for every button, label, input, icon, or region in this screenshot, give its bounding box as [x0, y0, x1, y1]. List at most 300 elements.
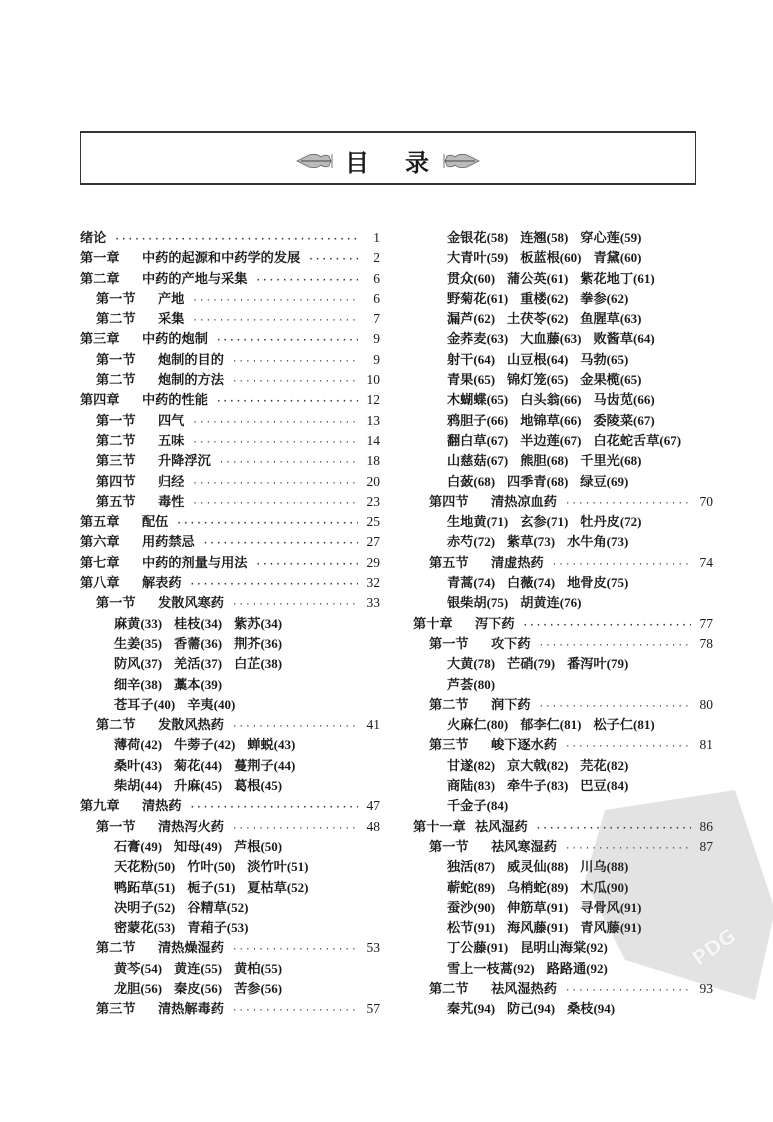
toc-herb-line — [413, 370, 713, 390]
toc-herb-entry[interactable] — [507, 312, 568, 327]
herb-page: (73) — [606, 534, 629, 550]
herb-name: 玄参 — [520, 515, 547, 531]
toc-section-entry[interactable] — [80, 715, 380, 735]
toc-chapter-entry[interactable] — [80, 553, 380, 573]
toc-herb-entry[interactable] — [447, 962, 535, 977]
dot-leader — [232, 819, 358, 839]
herb-page: (67) — [486, 453, 509, 469]
toc-herb-entry[interactable] — [447, 535, 495, 550]
herb-page: (63) — [619, 311, 642, 327]
toc-herb-entry[interactable] — [114, 982, 162, 997]
toc-herb-entry[interactable] — [507, 1002, 555, 1017]
herb-page: (65) — [473, 372, 496, 388]
toc-chapter-entry[interactable] — [80, 796, 380, 816]
toc-herb-entry[interactable] — [447, 251, 508, 266]
herb-page: (71) — [486, 514, 509, 530]
toc-herb-entry[interactable] — [580, 860, 628, 875]
toc-herb-entry[interactable] — [507, 657, 555, 672]
page-number: 18 — [366, 453, 380, 469]
toc-herb-entry[interactable] — [507, 759, 568, 774]
toc-herb-entry[interactable] — [114, 881, 175, 896]
toc-section-entry[interactable] — [413, 979, 713, 999]
toc-herb-entry[interactable] — [234, 617, 282, 632]
herb-page: (45) — [200, 778, 223, 794]
toc-section-entry[interactable] — [80, 817, 380, 837]
toc-herb-entry[interactable] — [447, 779, 495, 794]
section-number: 第一节 — [96, 413, 136, 429]
toc-herb-entry[interactable] — [547, 962, 608, 977]
toc-section-entry[interactable] — [413, 634, 713, 654]
toc-herb-entry[interactable] — [447, 941, 508, 956]
toc-herb-entry[interactable] — [447, 799, 508, 814]
toc-herb-entry[interactable] — [174, 637, 222, 652]
toc-section-entry[interactable] — [413, 837, 713, 857]
herb-page: (90) — [473, 899, 496, 915]
toc-chapter-entry[interactable] — [80, 329, 380, 349]
toc-herb-entry[interactable] — [447, 353, 495, 368]
toc-herb-entry[interactable] — [520, 718, 581, 733]
toc-herb-entry[interactable] — [114, 921, 175, 936]
toc-herb-entry[interactable] — [114, 759, 162, 774]
dot-leader — [536, 819, 691, 839]
herb-name: 火麻仁 — [447, 718, 487, 734]
herb-name: 松子仁 — [593, 718, 634, 734]
chapter-title: 中药的起源和中药学的发展 — [142, 251, 301, 267]
toc-herb-entry[interactable] — [447, 393, 508, 408]
page-number: 57 — [366, 1001, 380, 1017]
chapter-title: 解表药 — [142, 576, 182, 592]
toc-herb-entry[interactable] — [593, 434, 681, 449]
herb-name: 龙胆 — [114, 981, 141, 997]
toc-section-entry[interactable] — [80, 431, 380, 451]
toc-section-entry[interactable] — [80, 309, 380, 329]
toc-herb-entry[interactable] — [114, 657, 162, 672]
herb-page: (63) — [559, 331, 582, 347]
toc-herb-line — [80, 675, 380, 695]
toc-section-entry[interactable] — [413, 492, 713, 512]
dot-leader — [176, 514, 358, 534]
chapter-number: 第十章 — [413, 616, 453, 632]
toc-section-entry[interactable] — [80, 350, 380, 370]
herb-page: (92) — [512, 960, 535, 976]
toc-herb-entry[interactable] — [174, 779, 222, 794]
toc-herb-entry[interactable] — [174, 678, 222, 693]
herb-page: (80) — [473, 676, 496, 692]
toc-herb-entry[interactable] — [447, 434, 508, 449]
toc-herb-entry[interactable] — [447, 678, 495, 693]
toc-herb-entry[interactable] — [447, 454, 508, 469]
page-number: 7 — [373, 311, 380, 327]
toc-herb-entry[interactable] — [580, 353, 628, 368]
toc-herb-entry[interactable] — [447, 312, 495, 327]
herb-page: (61) — [546, 270, 569, 286]
toc-herb-line — [80, 878, 380, 898]
toc-herb-entry[interactable] — [234, 759, 295, 774]
toc-section-entry[interactable] — [80, 999, 380, 1019]
herb-page: (44) — [140, 778, 163, 794]
herb-name: 知母 — [174, 839, 201, 855]
toc-chapter-entry[interactable] — [413, 614, 713, 634]
toc-herb-line — [413, 472, 713, 492]
toc-section-entry[interactable] — [413, 553, 713, 573]
toc-section-entry[interactable] — [80, 289, 380, 309]
toc-section-entry[interactable] — [80, 593, 380, 613]
toc-herb-entry[interactable] — [520, 454, 568, 469]
chapter-number: 第十一章 — [413, 819, 466, 835]
herb-name: 土茯苓 — [507, 312, 547, 328]
toc-herb-entry[interactable] — [507, 576, 555, 591]
toc-herb-entry[interactable] — [520, 414, 581, 429]
page-number: 81 — [699, 737, 713, 753]
toc-herb-entry[interactable] — [234, 982, 282, 997]
toc-herb-entry[interactable] — [114, 637, 162, 652]
herb-page: (62) — [473, 311, 496, 327]
section-number: 第二节 — [96, 941, 136, 957]
herb-name: 威灵仙 — [507, 860, 547, 876]
toc-herb-entry[interactable] — [247, 860, 308, 875]
herb-page: (56) — [200, 980, 223, 996]
toc-herb-entry[interactable] — [174, 962, 222, 977]
toc-herb-entry[interactable] — [520, 941, 608, 956]
herb-name: 水牛角 — [567, 535, 607, 551]
section-title: 毒性 — [158, 494, 185, 510]
toc-herb-entry[interactable] — [234, 637, 282, 652]
toc-herb-entry[interactable] — [507, 353, 568, 368]
toc-herb-entry[interactable] — [114, 901, 175, 916]
toc-herb-entry[interactable] — [580, 475, 628, 490]
toc-herb-entry[interactable] — [447, 657, 495, 672]
toc-herb-entry[interactable] — [520, 434, 581, 449]
toc-section-entry[interactable] — [80, 938, 380, 958]
toc-chapter-entry[interactable] — [80, 269, 380, 289]
dot-leader — [203, 534, 358, 554]
toc-herb-entry[interactable] — [507, 860, 568, 875]
herb-name: 连翘 — [520, 231, 547, 246]
toc-chapter-entry[interactable] — [80, 532, 380, 552]
section-title: 升降浮沉 — [158, 454, 211, 470]
toc-herb-entry[interactable] — [520, 292, 568, 307]
herb-name: 麻黄 — [114, 616, 141, 632]
herb-page: (90) — [606, 879, 629, 895]
toc-herb-entry[interactable] — [247, 881, 308, 896]
toc-herb-entry[interactable] — [520, 231, 568, 246]
toc-herb-entry[interactable] — [447, 231, 508, 246]
herb-name: 山豆根 — [507, 352, 547, 368]
herb-page: (62) — [546, 290, 569, 306]
toc-herb-entry[interactable] — [174, 982, 222, 997]
toc-herb-entry[interactable] — [447, 718, 508, 733]
chapter-number: 第八章 — [80, 576, 120, 592]
toc-herb-entry[interactable] — [580, 759, 628, 774]
herb-name: 天花粉 — [114, 860, 154, 876]
toc-herb-entry[interactable] — [520, 332, 581, 347]
herb-name: 石膏 — [114, 839, 141, 855]
section-title: 祛风寒湿药 — [491, 839, 557, 855]
toc-herb-entry[interactable] — [507, 535, 555, 550]
herb-page: (38) — [260, 656, 283, 672]
toc-herb-line — [413, 532, 713, 552]
herb-name: 鱼腥草 — [580, 312, 620, 328]
toc-herb-entry[interactable] — [447, 860, 495, 875]
section-number: 第一节 — [96, 819, 136, 835]
toc-herb-line — [413, 431, 713, 451]
herb-name: 夏枯草 — [247, 880, 287, 896]
toc-herb-entry[interactable] — [114, 860, 175, 875]
herb-page: (89) — [473, 879, 496, 895]
toc-section-entry[interactable] — [80, 472, 380, 492]
toc-herb-entry[interactable] — [520, 515, 568, 530]
herb-name: 青风藤 — [580, 921, 620, 937]
toc-herb-entry[interactable] — [580, 901, 641, 916]
toc-herb-entry[interactable] — [507, 272, 568, 287]
toc-section-entry[interactable] — [80, 370, 380, 390]
herb-name: 半边莲 — [520, 433, 560, 449]
toc-herb-entry[interactable] — [593, 718, 654, 733]
herb-page: (50) — [260, 838, 283, 854]
herb-page: (75) — [606, 575, 629, 591]
herb-page: (92) — [586, 940, 608, 956]
toc-herb-entry[interactable] — [447, 901, 495, 916]
dot-leader — [192, 291, 358, 311]
toc-herb-line — [80, 654, 380, 674]
herb-name: 密蒙花 — [114, 921, 154, 937]
dot-leader — [256, 271, 359, 291]
page-number: 23 — [366, 493, 380, 509]
toc-herb-entry[interactable] — [580, 231, 641, 246]
dot-leader — [539, 697, 691, 717]
toc-herb-line — [413, 796, 713, 816]
toc-herb-entry[interactable] — [580, 779, 628, 794]
herb-page: (33) — [140, 615, 163, 631]
toc-herb-entry[interactable] — [580, 373, 641, 388]
section-number: 第二节 — [429, 697, 469, 713]
section-number: 第五节 — [429, 555, 469, 571]
toc-herb-entry[interactable] — [507, 373, 568, 388]
toc-chapter-entry[interactable] — [80, 248, 380, 268]
toc-herb-entry[interactable] — [447, 414, 508, 429]
toc-herb-entry[interactable] — [580, 292, 628, 307]
page-number: 10 — [366, 372, 380, 388]
toc-chapter-entry[interactable] — [80, 228, 380, 248]
herb-name: 黄芩 — [114, 961, 141, 977]
herb-page: (66) — [559, 412, 582, 428]
toc-herb-entry[interactable] — [247, 738, 295, 753]
toc-herb-entry[interactable] — [234, 840, 282, 855]
toc-herb-entry[interactable] — [114, 962, 162, 977]
toc-herb-entry[interactable] — [234, 779, 282, 794]
herb-page: (66) — [486, 412, 509, 428]
herb-page: (54) — [140, 960, 163, 976]
herb-name: 地锦草 — [520, 413, 560, 429]
toc-herb-entry[interactable] — [187, 901, 248, 916]
herb-page: (87) — [473, 859, 496, 875]
toc-herb-entry[interactable] — [580, 921, 641, 936]
herb-page: (94) — [533, 1001, 556, 1017]
herb-name: 青蒿 — [447, 576, 474, 592]
herb-page: (36) — [260, 635, 283, 651]
dot-leader — [192, 494, 358, 514]
section-title: 采集 — [158, 312, 185, 328]
toc-herb-entry[interactable] — [114, 738, 162, 753]
toc-herb-entry[interactable] — [520, 251, 581, 266]
dot-leader — [565, 839, 691, 859]
toc-herb-entry[interactable] — [447, 332, 508, 347]
toc-herb-entry[interactable] — [520, 393, 581, 408]
toc-herb-entry[interactable] — [174, 617, 222, 632]
dot-leader — [232, 1001, 358, 1021]
toc-herb-entry[interactable] — [174, 738, 235, 753]
herb-name: 秦皮 — [174, 981, 201, 997]
section-number: 第四节 — [429, 494, 469, 510]
page-number: 14 — [366, 432, 380, 448]
toc-herb-line — [413, 411, 713, 431]
toc-herb-entry[interactable] — [174, 759, 222, 774]
toc-herb-entry[interactable] — [234, 962, 282, 977]
toc-section-entry[interactable] — [413, 695, 713, 715]
toc-herb-entry[interactable] — [593, 414, 654, 429]
herb-page: (49) — [200, 838, 223, 854]
toc-herb-entry[interactable] — [520, 596, 581, 611]
toc-herb-entry[interactable] — [507, 921, 568, 936]
toc-herb-entry[interactable] — [174, 657, 222, 672]
herb-name: 白芷 — [234, 657, 261, 673]
toc-herb-entry[interactable] — [567, 657, 628, 672]
herb-page: (50) — [153, 859, 176, 875]
toc-chapter-entry[interactable] — [80, 390, 380, 410]
toc-section-entry[interactable] — [80, 411, 380, 431]
herb-page: (89) — [546, 879, 569, 895]
toc-herb-entry[interactable] — [174, 840, 222, 855]
section-title: 祛风湿热药 — [491, 981, 557, 997]
chapter-title: 中药的剂量与用法 — [142, 555, 248, 571]
toc-herb-entry[interactable] — [507, 901, 568, 916]
herb-page: (66) — [559, 392, 582, 408]
herb-page: (64) — [473, 351, 496, 367]
toc-herb-entry[interactable] — [187, 860, 235, 875]
toc-section-entry[interactable] — [413, 735, 713, 755]
herb-page: (81) — [559, 717, 582, 733]
herb-page: (81) — [633, 717, 655, 733]
toc-herb-entry[interactable] — [447, 759, 495, 774]
herb-name: 青果 — [447, 373, 474, 389]
toc-herb-entry[interactable] — [580, 881, 628, 896]
page-number: 6 — [373, 270, 380, 286]
toc-herb-entry[interactable] — [447, 292, 508, 307]
toc-herb-entry[interactable] — [447, 576, 495, 591]
toc-herb-entry[interactable] — [593, 251, 641, 266]
toc-herb-entry[interactable] — [580, 272, 654, 287]
toc-herb-entry[interactable] — [447, 1002, 495, 1017]
toc-herb-entry[interactable] — [567, 535, 628, 550]
section-title: 清热燥湿药 — [158, 941, 224, 957]
toc-chapter-entry[interactable] — [80, 573, 380, 593]
herb-name: 柴胡 — [114, 779, 141, 795]
chapter-title: 配伍 — [142, 515, 169, 531]
toc-herb-entry[interactable] — [507, 779, 568, 794]
herb-name: 淡竹叶 — [247, 860, 287, 876]
section-title: 清热解毒药 — [158, 1002, 224, 1018]
section-number: 第二节 — [96, 433, 136, 449]
herb-page: (63) — [486, 331, 509, 347]
toc-herb-entry[interactable] — [187, 698, 235, 713]
toc-herb-entry[interactable] — [447, 272, 495, 287]
section-number: 第一节 — [429, 839, 469, 855]
herb-page: (43) — [273, 737, 296, 753]
toc-herb-entry[interactable] — [567, 1002, 615, 1017]
herb-name: 千金子 — [447, 799, 487, 815]
herb-name: 山慈菇 — [447, 454, 487, 470]
toc-herb-entry[interactable] — [447, 881, 495, 896]
toc-section-entry[interactable] — [80, 451, 380, 471]
herb-name: 防己 — [507, 1002, 534, 1018]
toc-herb-entry[interactable] — [447, 373, 495, 388]
page-number: 12 — [366, 392, 380, 408]
herb-name: 白蔹 — [447, 474, 474, 490]
toc-herb-entry[interactable] — [580, 515, 641, 530]
herb-page: (40) — [153, 696, 176, 712]
herb-page: (79) — [606, 656, 629, 672]
herb-page: (76) — [559, 595, 582, 611]
toc-herb-line — [413, 350, 713, 370]
toc-herb-line — [413, 512, 713, 532]
toc-herb-entry[interactable] — [567, 576, 628, 591]
herb-name: 绿豆 — [580, 474, 607, 490]
toc-section-entry[interactable] — [80, 492, 380, 512]
toc-herb-entry[interactable] — [593, 393, 654, 408]
toc-herb-entry[interactable] — [447, 921, 495, 936]
herb-name: 丁公藤 — [447, 941, 487, 957]
herb-name: 芦根 — [234, 839, 261, 855]
toc-chapter-entry[interactable] — [413, 817, 713, 837]
toc-herb-entry[interactable] — [507, 475, 568, 490]
toc-herb-line — [413, 654, 713, 674]
toc-herb-line — [80, 776, 380, 796]
toc-herb-entry[interactable] — [114, 840, 162, 855]
herb-page: (91) — [619, 899, 642, 915]
toc-chapter-entry[interactable] — [80, 512, 380, 532]
toc-herb-entry[interactable] — [447, 596, 508, 611]
toc-herb-line — [413, 756, 713, 776]
toc-herb-entry[interactable] — [114, 779, 162, 794]
herb-name: 薄荷 — [114, 738, 141, 754]
dot-leader — [216, 331, 358, 351]
toc-herb-line — [413, 593, 713, 613]
toc-herb-entry[interactable] — [447, 515, 508, 530]
toc-herb-line — [413, 451, 713, 471]
toc-herb-entry[interactable] — [114, 678, 162, 693]
chapter-title: 中药的性能 — [142, 393, 208, 409]
toc-herb-entry[interactable] — [187, 921, 248, 936]
toc-herb-entry[interactable] — [114, 698, 175, 713]
herb-page: (35) — [140, 635, 163, 651]
toc-herb-entry[interactable] — [580, 454, 641, 469]
toc-herb-entry[interactable] — [593, 332, 654, 347]
herb-name: 木蝴蝶 — [447, 393, 487, 409]
herb-page: (65) — [606, 351, 629, 367]
toc-herb-line — [80, 857, 380, 877]
herb-name: 芦荟 — [447, 677, 474, 693]
section-number: 第三节 — [96, 454, 136, 470]
herb-page: (53) — [153, 920, 176, 936]
toc-herb-entry[interactable] — [187, 881, 235, 896]
toc-herb-entry[interactable] — [114, 617, 162, 632]
herb-page: (91) — [486, 940, 509, 956]
toc-herb-entry[interactable] — [447, 475, 495, 490]
toc-herb-entry[interactable] — [580, 312, 641, 327]
toc-herb-entry[interactable] — [507, 881, 568, 896]
toc-herb-line — [80, 614, 380, 634]
toc-herb-entry[interactable] — [234, 657, 282, 672]
